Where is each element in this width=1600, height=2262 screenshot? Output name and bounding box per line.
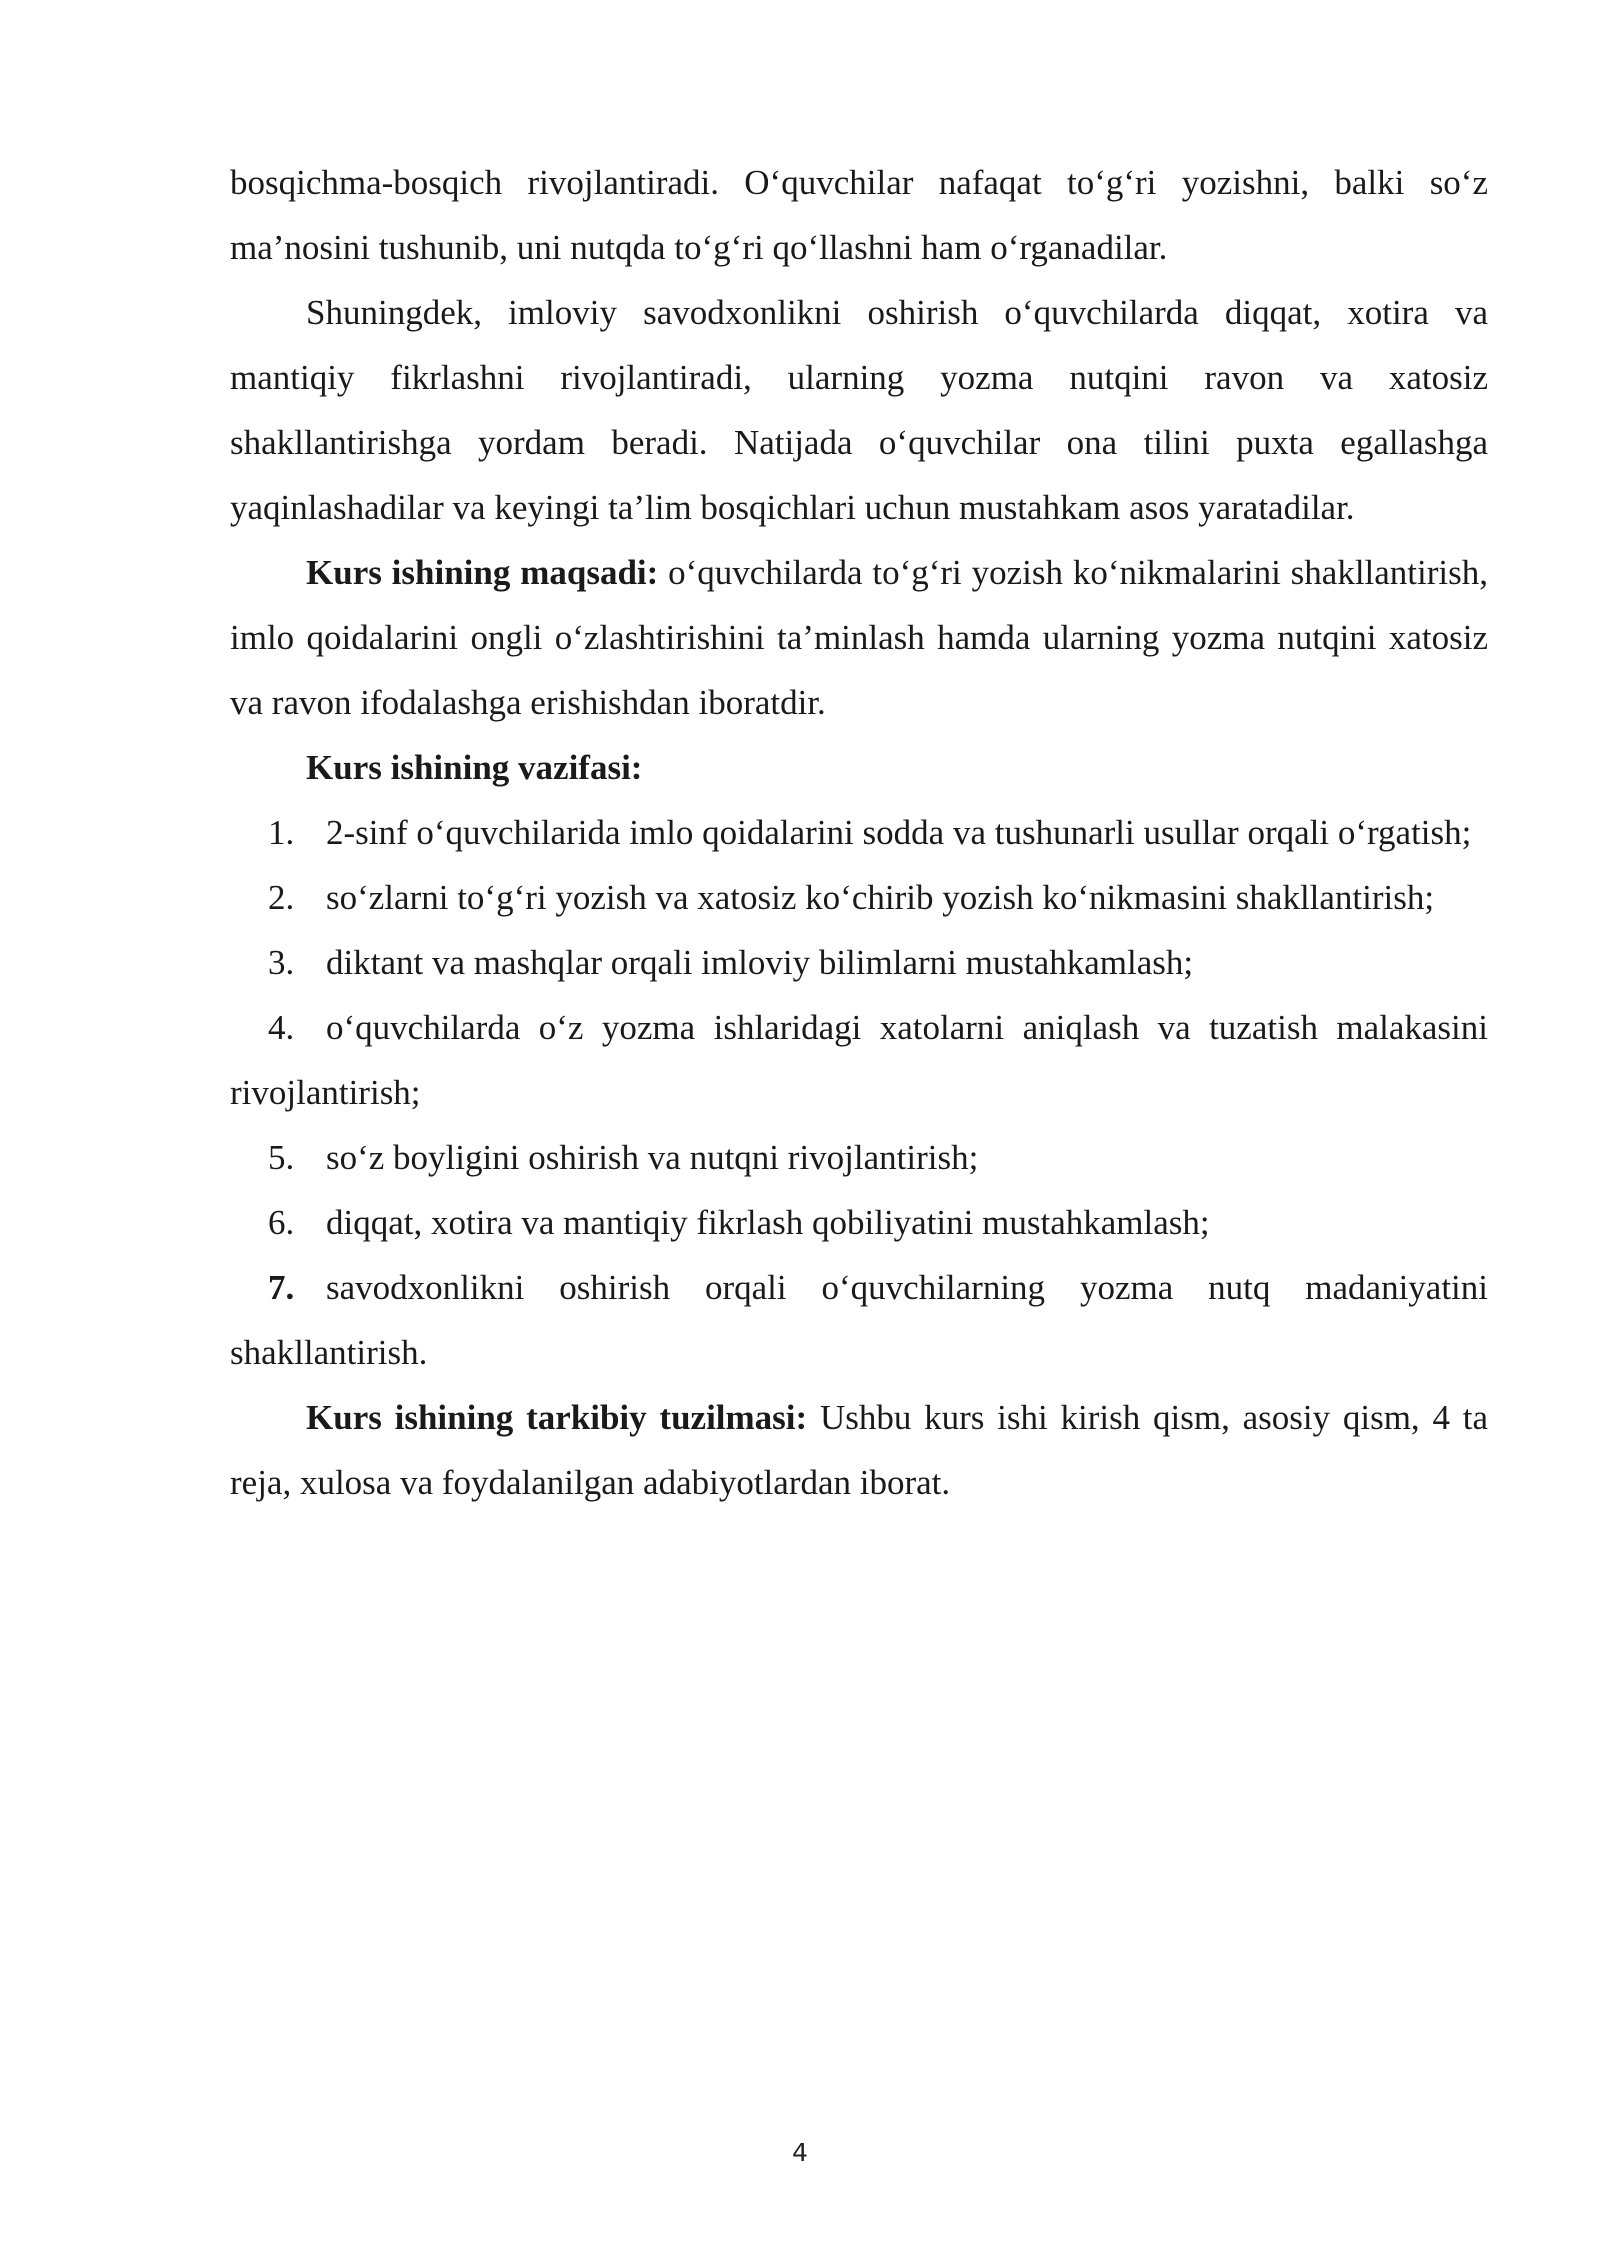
structure-heading: Kurs ishining tarkibiy tuzilmasi:: [306, 1398, 808, 1437]
list-item-number: 2.: [268, 878, 295, 917]
list-item-text: 2-sinf o‘quvchilarida imlo qoidalarini sodda va tushunarli usullar orqali o‘rgatish;: [326, 813, 1472, 852]
list-item-number: 3.: [268, 943, 295, 982]
list-item-number: 1.: [268, 813, 295, 852]
list-item-number: 4.: [268, 1008, 295, 1047]
paragraph-goal: [230, 540, 1488, 735]
list-item: [230, 995, 1488, 1125]
list-item-number: 7.: [268, 1268, 295, 1307]
list-item-text: so‘z boyligini oshirish va nutqni rivojlantirish;: [326, 1138, 979, 1177]
list-item: [230, 1125, 1488, 1190]
list-item-text: diktant va mashqlar orqali imloviy bilimlarni mustahkamlash;: [326, 943, 1194, 982]
list-item: [230, 930, 1488, 995]
paragraph-literacy: Shuningdek, imloviy savodxonlikni oshirish o‘quvchilarda diqqat, xotira va mantiqiy fikrlashni rivojlantiradi, ularning yozma nutqini ravon va xatosiz shakllantirishga yordam beradi. Natijada o‘quvchilar ona tilini puxta egallashga yaqinlashadilar va keyingi ta’lim bosqichlari uchun mustahkam asos yaratadilar.: [230, 293, 1488, 527]
paragraph-intro-continuation: bosqichma-bosqich rivojlantiradi. O‘quvchilar nafaqat to‘g‘ri yozishni, balki so‘z ma’nosini tushunib, uni nutqda to‘g‘ri qo‘llashni ham o‘rganadilar.: [230, 163, 1488, 267]
document-page: [230, 150, 1488, 1515]
list-item: [230, 1255, 1488, 1385]
goal-text: o‘quvchilarda to‘g‘ri yozish ko‘nikmalarini shakllantirish, imlo qoidalarini ongli o‘zlashtirishini ta’minlash hamda ularning yozma nutqini xatosiz va ravon ifodalashga erishishdan iboratdir.: [230, 553, 1489, 722]
list-item-text: diqqat, xotira va mantiqiy fikrlash qobiliyatini mustahkamlash;: [326, 1203, 1210, 1242]
goal-heading: Kurs ishining maqsadi:: [306, 553, 659, 592]
list-item-text: o‘quvchilarda o‘z yozma ishlaridagi xatolarni aniqlash va tuzatish malakasini rivojlantirish;: [230, 1008, 1488, 1112]
page-number: 4: [792, 2138, 808, 2167]
tasks-heading: Kurs ishining vazifasi:: [306, 748, 643, 787]
paragraph-structure: [230, 1385, 1488, 1515]
list-item: [230, 1190, 1488, 1255]
list-item: [230, 865, 1488, 930]
list-item: [230, 800, 1488, 865]
list-item-text: savodxonlikni oshirish orqali o‘quvchilarning yozma nutq madaniyatini shakllantirish.: [230, 1268, 1488, 1372]
list-item-text: so‘zlarni to‘g‘ri yozish va xatosiz ko‘chirib yozish ko‘nikmasini shakllantirish;: [326, 878, 1435, 917]
list-item-number: 5.: [268, 1138, 295, 1177]
structure-text: Ushbu kurs ishi kirish qism, asosiy qism, 4 ta reja, xulosa va foydalanilgan adabiyotlardan iborat.: [230, 1398, 1488, 1502]
list-item-number: 6.: [268, 1203, 295, 1242]
